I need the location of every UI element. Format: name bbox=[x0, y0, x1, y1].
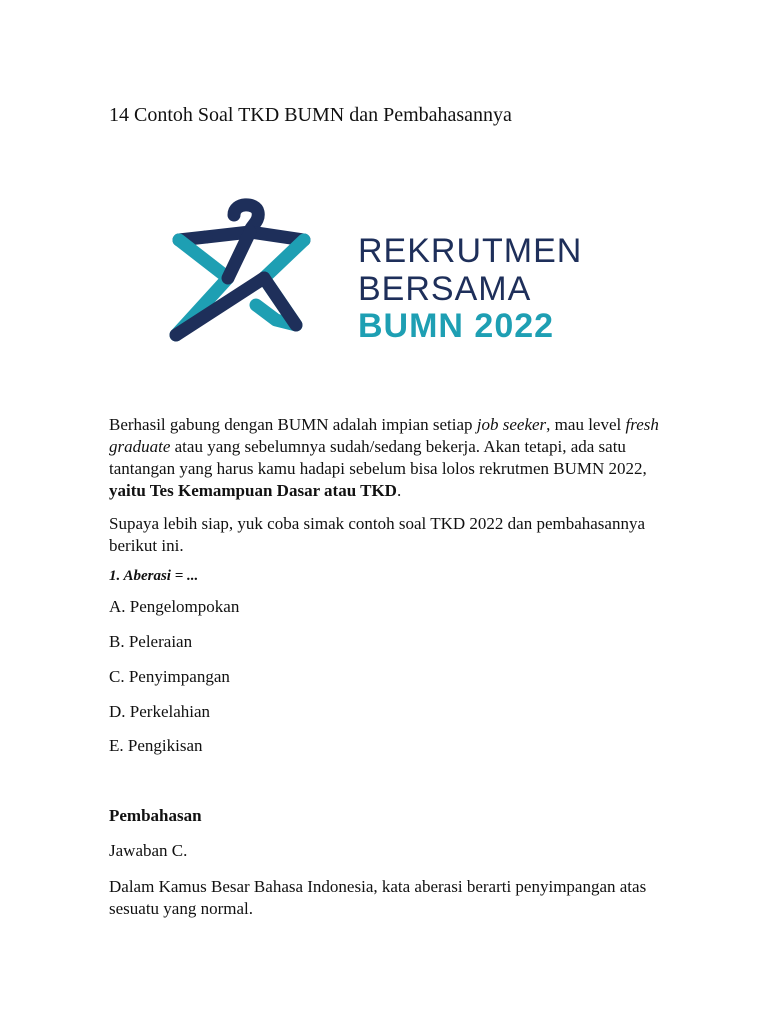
intro-italic-fresh-graduate: fresh graduate bbox=[109, 415, 659, 456]
intro-italic-job-seeker: job seeker bbox=[476, 415, 547, 434]
intro-paragraph-1 bbox=[109, 414, 669, 502]
discussion-heading: Pembahasan bbox=[109, 806, 202, 825]
intro-text-3: atau yang sebelumnya sudah/sedang bekerja. Akan tetapi, ada satu tantangan yang harus kamu hadapi sebelum bisa lolos rekrutmen BUMN 2022, bbox=[109, 437, 647, 478]
logo-line-3: BUMN 2022 bbox=[358, 307, 555, 345]
option-b: B. Peleraian bbox=[109, 632, 193, 651]
intro-bold-tkd: yaitu Tes Kemampuan Dasar atau TKD bbox=[109, 481, 397, 500]
intro-text-2: , mau level bbox=[546, 415, 626, 434]
intro-text-4: . bbox=[396, 481, 402, 500]
option-d: D. Perkelahian bbox=[109, 702, 211, 721]
discussion-explanation: Dalam Kamus Besar Bahasa Indonesia, kata aberasi berarti penyimpangan atas sesuatu yang normal. bbox=[109, 877, 647, 918]
discussion-answer: Jawaban C. bbox=[109, 841, 188, 860]
intro-paragraph-2: Supaya lebih siap, yuk coba simak contoh soal TKD 2022 dan pembahasannya berikut ini. bbox=[109, 514, 646, 555]
option-e: E. Pengikisan bbox=[109, 736, 203, 755]
logo-line-1: REKRUTMEN bbox=[358, 232, 583, 270]
page-title: 14 Contoh Soal TKD BUMN dan Pembahasannya bbox=[109, 104, 512, 126]
rekrutmen-bersama-bumn-logo bbox=[146, 140, 646, 390]
logo-line-2: BERSAMA bbox=[358, 270, 532, 308]
option-a: A. Pengelompokan bbox=[109, 597, 240, 616]
logo-wordmark bbox=[146, 140, 646, 390]
intro-text-1: Berhasil gabung dengan BUMN adalah impian setiap bbox=[109, 415, 477, 434]
option-c: C. Penyimpangan bbox=[109, 667, 230, 686]
question-1: 1. Aberasi = ... bbox=[109, 568, 199, 584]
